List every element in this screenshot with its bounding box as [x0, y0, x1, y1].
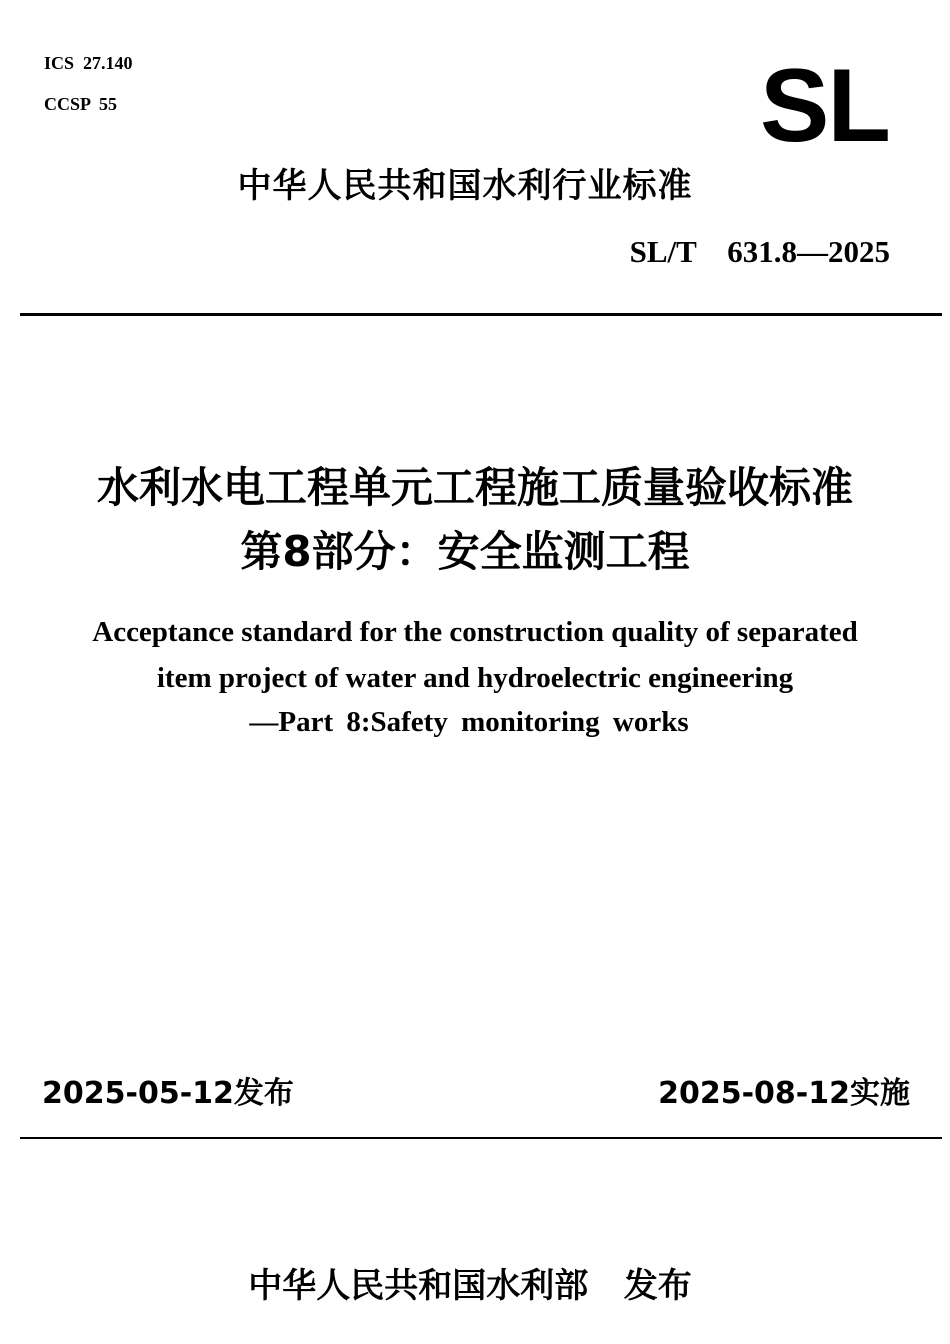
title-chinese-line-1: 水利水电工程单元工程施工质量验收标准 [96, 463, 853, 512]
top-divider [20, 313, 942, 316]
implementation-date: 2025-08-12实施 [658, 1076, 910, 1111]
standard-category: 中华人民共和国水利行业标准 [237, 166, 693, 206]
standard-logo: SL [760, 48, 889, 164]
issue-date: 2025-05-12发布 [42, 1076, 294, 1111]
title-chinese-line-2: 第8部分：安全监测工程 [240, 527, 690, 576]
publisher: 中华人民共和国水利部 发布 [248, 1266, 692, 1306]
title-english-line-3: —Part 8:Safety monitoring works [249, 706, 689, 738]
standard-number: SL/T 631.8—2025 [629, 234, 890, 269]
title-english-line-1: Acceptance standard for the construction quality of separated [92, 616, 858, 648]
title-english-line-2: item project of water and hydroelectric engineering [156, 662, 794, 694]
bottom-divider [20, 1137, 942, 1139]
ics-code: ICS 27.140 [44, 53, 133, 73]
ccsp-code: CCSP 55 [44, 94, 118, 114]
